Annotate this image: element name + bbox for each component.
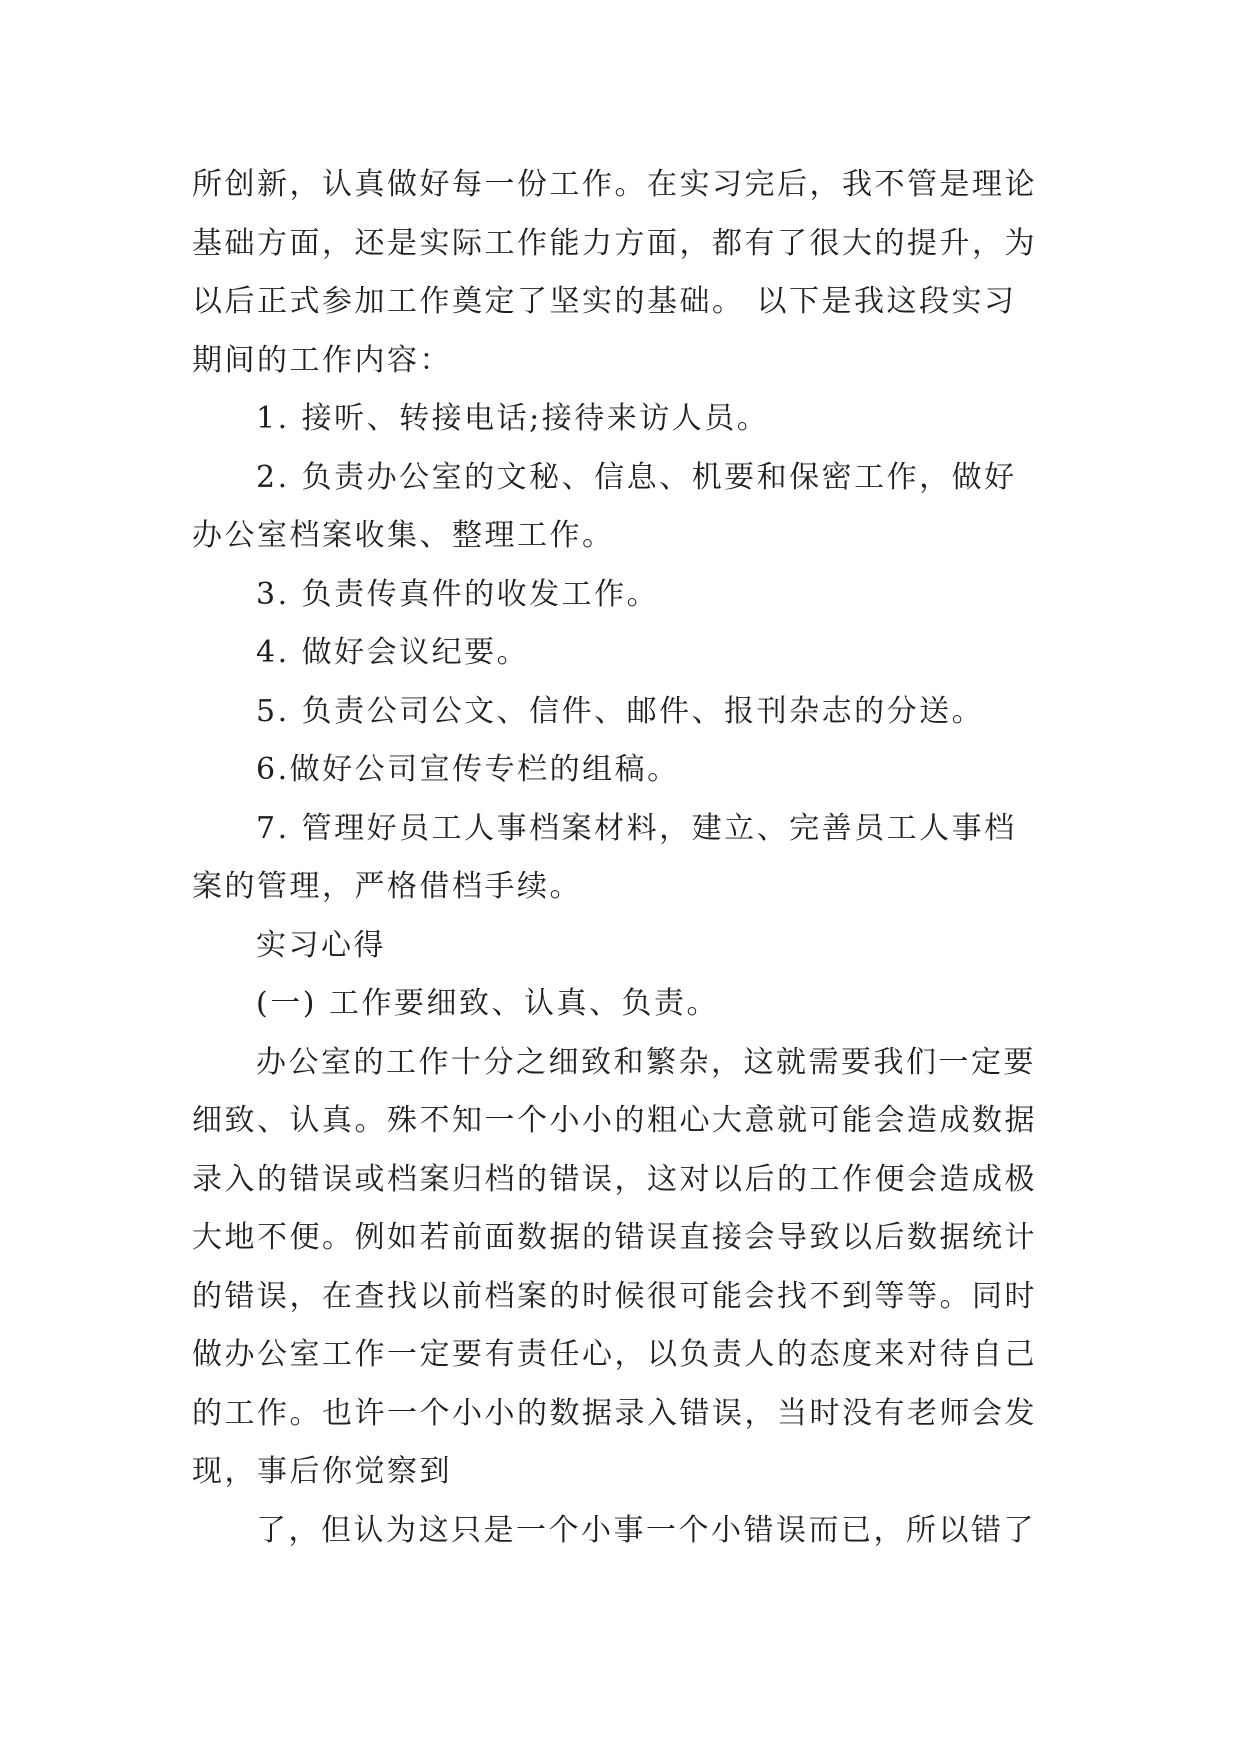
text-line: 办公室的工作十分之细致和繁杂，这就需要我们一定要 [256, 1044, 1036, 1080]
text-line: 大地不便。例如若前面数据的错误直接会导致以后数据统计 [192, 1220, 1037, 1255]
text-line: 1. 接听、转接电话;接待来访人员。 [256, 401, 770, 436]
text-line: 4. 做好会议纪要。 [256, 635, 530, 670]
text-line: 实习心得 [256, 927, 386, 963]
text-line: 录入的错误或档案归档的错误，这对以后的工作便会造成极 [192, 1161, 1037, 1197]
text-line: 细致、认真。殊不知一个小小的粗心大意就可能会造成数据 [192, 1103, 1037, 1138]
text-line: 期间的工作内容： [192, 342, 452, 378]
text-line: 案的管理，严格借档手续。 [192, 869, 582, 904]
text-line: 的错误，在查找以前档案的时候很可能会找不到等等。同时 [192, 1278, 1037, 1314]
text-line: 了，但认为这只是一个小事一个小错误而已，所以错了 [256, 1512, 1036, 1548]
text-line: 做办公室工作一定要有责任心，以负责人的态度来对待自己 [192, 1337, 1037, 1372]
text-line: 基础方面，还是实际工作能力方面，都有了很大的提升，为 [192, 225, 1037, 261]
text-line: 现，事后你觉察到 [192, 1454, 452, 1489]
text-line: 以后正式参加工作奠定了坚实的基础。 以下是我这段实习 [192, 284, 1017, 319]
text-line: 7. 管理好员工人事档案材料，建立、完善员工人事档 [256, 810, 1017, 846]
document-body [192, 156, 1052, 1560]
text-line: (一) 工作要细致、认真、负责。 [256, 986, 719, 1021]
text-line: 的工作。也许一个小小的数据录入错误，当时没有老师会发 [192, 1395, 1037, 1431]
text-line: 2. 负责办公室的文秘、信息、机要和保密工作，做好 [256, 459, 1017, 495]
text-line: 6.做好公司宣传专栏的组稿。 [256, 752, 680, 787]
text-line: 所创新，认真做好每一份工作。在实习完后，我不管是理论 [192, 167, 1037, 202]
text-line: 办公室档案收集、整理工作。 [192, 518, 615, 553]
text-line: 5. 负责公司公文、信件、邮件、报刊杂志的分送。 [256, 693, 985, 729]
text-line: 3. 负责传真件的收发工作。 [256, 576, 660, 612]
